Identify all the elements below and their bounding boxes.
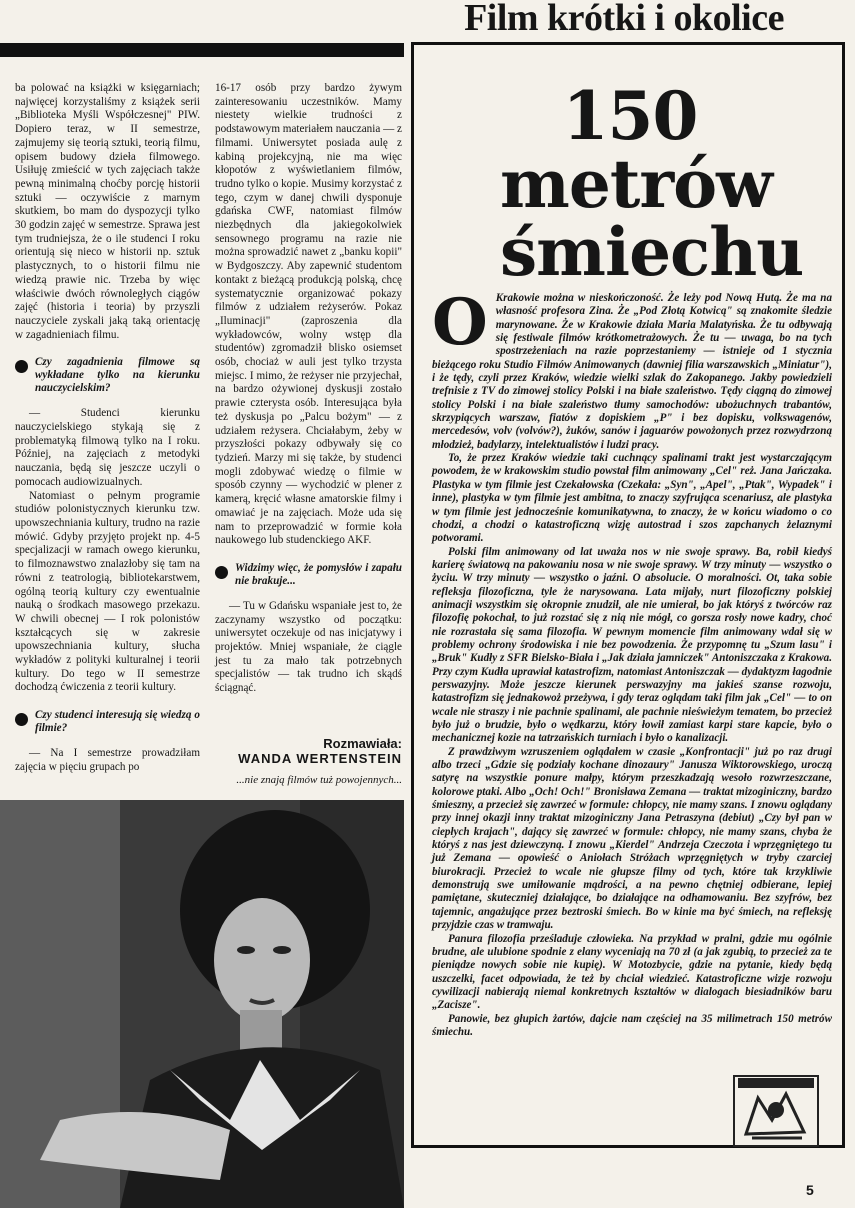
header-rule: [0, 43, 404, 57]
section-title: Film krótki i okolice: [464, 0, 784, 39]
woman-portrait-illustration: [0, 800, 404, 1208]
drop-cap: O: [432, 285, 488, 360]
article-paragraph: Z prawdziwym wzruszeniem oglądałem w czasie „Konfrontacji" już po raz drugi albo trzeci „Gdzie się podziały kochane dinozaury" Janusza Wiktorowskiego, uroczą satyrę na wszystkie ponure małpy, którym przeszkadzają wesoło rozwrzeszczane, kolorowe ptaki. Albo „Och! Och!" Bronisława Zemana — traktat mizoginiczny, bardzo śmieszny, a przecież się zawrzeć w formule: chłopcy, nie mamy szans. I znowu oglądany przy innej okazji inny traktat mizoginiczny Jana Petraszyna (debiut) „Czy był pan w ciepłych krajach", dający się zawrzeć w formule: chłopcy, nie mamy szans, chyba że któryś z nas jest dziewczyną. I znowu „Kierdel" Andrzeja Czeczota i wprzęgniętego tu już Zemana — opowieść o Aniołach Stróżach wprzęgniętych w tryby czarciej biurokracji. Przecież to wcale nie głupsze filmy od tych, które tak krzykliwie demonstrują swe umiłowanie mądrości, a na pewno chętniej odbierane, lepiej pamiętane, skuteczniej działające, bo działające na odhamowaniu. Bez szyfrów, bez tajemnic, angażujące przez beztroski śmiech. Bo w kinie ma być śmiech, na refleksję przyjdzie czas w tramwaju.: [432, 745, 832, 932]
article-paragraph: O Krakowie można w nieskończoność. Że leży pod Nową Hutą. Że ma na własność profesora Zina. Że „Pod Złotą Kotwicą" są znakomite śledzie marynowane. Że w Krakowie działa Maria Malatyńska. Że tu odbywają się festiwale filmów krótkometrażowych. Że tu — uwaga, bo na tych spostrzeżeniach na razie poprzestaniemy — istnieje od 1 stycznia bieżącego roku Studio Filmów Animowanych (dawniej filia warszawskich „Miniatur"), i że tędy, czyli przez Kraków, wiedzie wielki szlak do Zakopanego. Jakby powiedzieli trefnisie z TV do zimowej stolicy Polski i na białe szaleństwo. Tędy ciągną do zimowej stolicy Polski i na białe szaleństwo tłumy samochodów: ubożuchnych trabantów, skrzypiących warszaw, fiatów z dopiskiem „P" i bez dopisku, volkswagenów, mercedesów, volv (volvów?), żuków, sanów i jaguarów powożonych przez rozwydrzoną młodzież, badylarzy, intelektualistów i ludzi pracy.: [432, 285, 832, 451]
artist-stamp-logo: [732, 1074, 820, 1148]
bullet-icon: [215, 566, 228, 579]
interviewer-name: WANDA WERTENSTEIN: [238, 751, 402, 766]
interview-question: Czy zagadnienia filmowe są wykładane tylko na kierunku nauczycielskim?: [15, 356, 200, 395]
stamp-illustration: [732, 1074, 820, 1148]
article-paragraph: To, że przez Kraków wiedzie taki cuchnący spalinami trakt jest wystarczającym powodem, że w krakowskim studio powstał film animowany „Cel" reż. Jana Jańczaka. Plastyka w tym filmie jest Czekałowska (Czekała: „Syn", „Apel", „Ptak", Wypadek" i inne), plastyka w tym filmie jest ambitna, to znaczy szyfrująca scenariusz, ale plastyka w tym filmie jest jednocześnie komunikatywna, to znaczy, że w końcu wiadomo o co chodzi, a chodzi o katastroficzną wizję autostrad i szos zapchanych żelaznymi potworami.: [432, 452, 832, 545]
film-still-photo: [0, 800, 404, 1208]
page-number: 5: [806, 1182, 814, 1198]
article-title: [500, 77, 804, 291]
article-body: [432, 285, 832, 1039]
title-line: metrów: [500, 145, 772, 223]
interview-question: Czy studenci interesują się wiedzą o filmie?: [15, 709, 200, 735]
interview-paragraph: — Studenci kierunku nauczycielskiego stykają się z problematyką filmową tylko na I roku. Później, na zajęciach z metodyki nauczania, będą się jeszcze uczyli o pomocach audiowizualnych.: [15, 407, 200, 488]
interviewer-credit: [215, 736, 402, 766]
interview-column-1: [15, 82, 200, 775]
title-line: 150: [562, 77, 698, 155]
interview-paragraph: ba polować na książki w księgarniach; najwięcej korzystaliśmy z książek serii „Biblioteka Myśli Współczesnej" PIW. Dopiero teraz, w II semestrze, zajmujemy się teorią sztuki, teorią filmu, opisem budowy dzieła filmowego. Usiłuję zmieścić w tych zajęciach także pewną minimalną choćby porcję historii sztuki — oczywiście z marnym skutkiem, bo mam do dyspozycji tylko 30 godzin zajęć w semestrze. Sprawa jest tym trudniejsza, że o ile studenci I roku orientują się nieco w historii np. sztuk plastycznych, to o historii filmu nie wiedzą prawie nic. Trzeba by więc właściwie dwóch równoległych ciągów zajęć (historia i teoria) by przyszli nauczyciele zyskali jaką taką orientację w zagadnieniach filmu.: [15, 82, 200, 341]
article-paragraph: Panura filozofia prześladuje człowieka. Na przykład w pralni, gdzie mu ogólnie brudne, ale ulubione spodnie z elany wyceniają na 70 zł (a jak zgubią, to przecież za te pieniądze nowych sobie nie kupię). W Motozbycie, gdzie na pytanie, kiedy będą uszczelki, facet odpowiada, że też by chciał wiedzieć. Katastroficzne wizje rozwoju cywilizacji nabierają niemal konkretnych kształtów w dialogach biesiadników baru „Zacisze".: [432, 932, 832, 1012]
bullet-icon: [15, 360, 28, 373]
title-line: śmiechu: [500, 213, 804, 291]
article-paragraph: Panowie, bez głupich żartów, dajcie nam częściej na 35 milimetrach 150 metrów śmiechu.: [432, 1012, 832, 1038]
interview-column-2: [215, 82, 402, 696]
interview-paragraph: 16-17 osób przy bardzo żywym zainteresowaniu uczestników. Mamy niestety wielkie trudności z podstawowym materiałem nauczania — z filmami. Uniwersytet posiada aulę z kabiną projekcyjną, nie ma więc kłopotów z wyświetlaniem filmów, trudno tylko o kopie. Musimy korzystać z tego, czym w danej chwili dysponuje gdańska CWF, natomiast filmów niezbędnych dla jakiegokolwiek sensownego programu na razie nie można sprowadzić nawet z „banku kopii" w Bydgoszczy. Aby zapewnić studentom kontakt z bieżącą produkcją polską, chcę systematycznie organizować pokazy filmów z udziałem reżyserów. Pokaz „Iluminacji" (zaproszenia dla wykładowców, wolny wstęp dla studentów) zgromadził blisko osiemset osób, chociaż w auli jest tylko trzysta miejsc. I mimo, że reżyser nie przyjechał, na bardzo ożywionej dyskusji zostało prawie czterysta osób. Interesująca była też dyskusja po „Palcu bożym" — z udziałem reżysera. Chciałabym, żeby w przyszłości pokazy odbywały się co tydzień. Marzy mi się także, by studenci mogli zdobywać wiedzę o filmie w sposób czynny — wychodzić w plener z kamerą, kręcić własne amatorskie filmy i omawiać je na zajęciach. Może uda się nam to przeprowadzić w formie koła naukowego lub studenckiego AKF.: [215, 82, 402, 547]
bullet-icon: [15, 713, 28, 726]
interview-paragraph: Natomiast o pełnym programie studiów polonistycznych kierunku tzw. upowszechniania kultury, trudno na razie mówić. Gdyby przyjęto projekt np. 4-5 specjalizacji w ramach owego kierunku, to filmoznawstwo znalazłoby się tam na równi z teatrologią, bibliotekarstwem, ogólną teorią kultury czy ewentualnie nauką o środkach masowego przekazu. W chwili obecnej — I rok polonistów kształcących się w zakresie upowszechniania kultury, słucha wykładów z polityki kulturalnej i teorii kultury. Do tego w II semestrze dochodzą ćwiczenia z teorii kultury.: [15, 489, 200, 694]
interview-question: Widzimy więc, że pomysłów i zapału nie brakuje...: [215, 562, 402, 588]
interviewer-label: Rozmawiała:: [323, 736, 402, 751]
photo-caption: ...nie znają filmów tuż powojennych...: [236, 774, 402, 786]
article-paragraph: Polski film animowany od lat uważa nos w nie swoje sprawy. Ba, robił kiedyś karierę światową na pakowaniu nosa w nie swoje sprawy. W trzy minuty — wszystko o życiu. W trzy minuty — wszystko o jaźni. O absolucie. O moralności. Ot, taka sobie refleksja filozoficzna, tyle że narysowana. Lata mijały, nurt filozoficzny polskiej animacji wszystkim się okropnie znudził, ale nie umierał, bo jak któryś z twórców raz filozofię pokochał, to już rozstać się z nią nie mógł, co gorsza rosły nowe kadry, choć nie rozrastała się sama filozofia. W pewnym momencie film animowany wdał się w problemy ochrony środowiska i nie bez powodzenia. Że przypomnę tu „Szum lasu" i „Bruk" Kudły z SFR Bielsko-Biała i „Jak działa jamniczek" Antoniszczaka z Krakowa. Przy czym Kudła uprawiał katastrofizm, natomiast Antoniszczak — dydaktyzm łagodnie perswazyjny. Może jeszcze kierunek perswazyjny ma jakieś szanse rozwoju, katastrofizm się jednakowoż przeżywa, i gdy teraz oglądam taki film jak „Cel" — to on wcale nie straszy i nie pachnie spalinami, ale pachnie nieświeżym tematem, bo przecież było już o brudzie, było o wędkarzu, który łowił zamiast karpi stare kapcie, było o mechanicznej kozie na tatrzańskich turniach i było o kanalizacji.: [432, 545, 832, 745]
interview-paragraph: — Na I semestrze prowadziłam zajęcia w pięciu grupach po: [15, 747, 200, 773]
interview-paragraph: — Tu w Gdańsku wspaniałe jest to, że zaczynamy wszystko od początku: uniwersytet oczekuje od nas inicjatywy i projektów. Mniej wspaniałe, że ciągle jest tu za mało tak potrzebnych specjalistów — tak trudno ich skądś ściągnąć.: [215, 599, 402, 695]
